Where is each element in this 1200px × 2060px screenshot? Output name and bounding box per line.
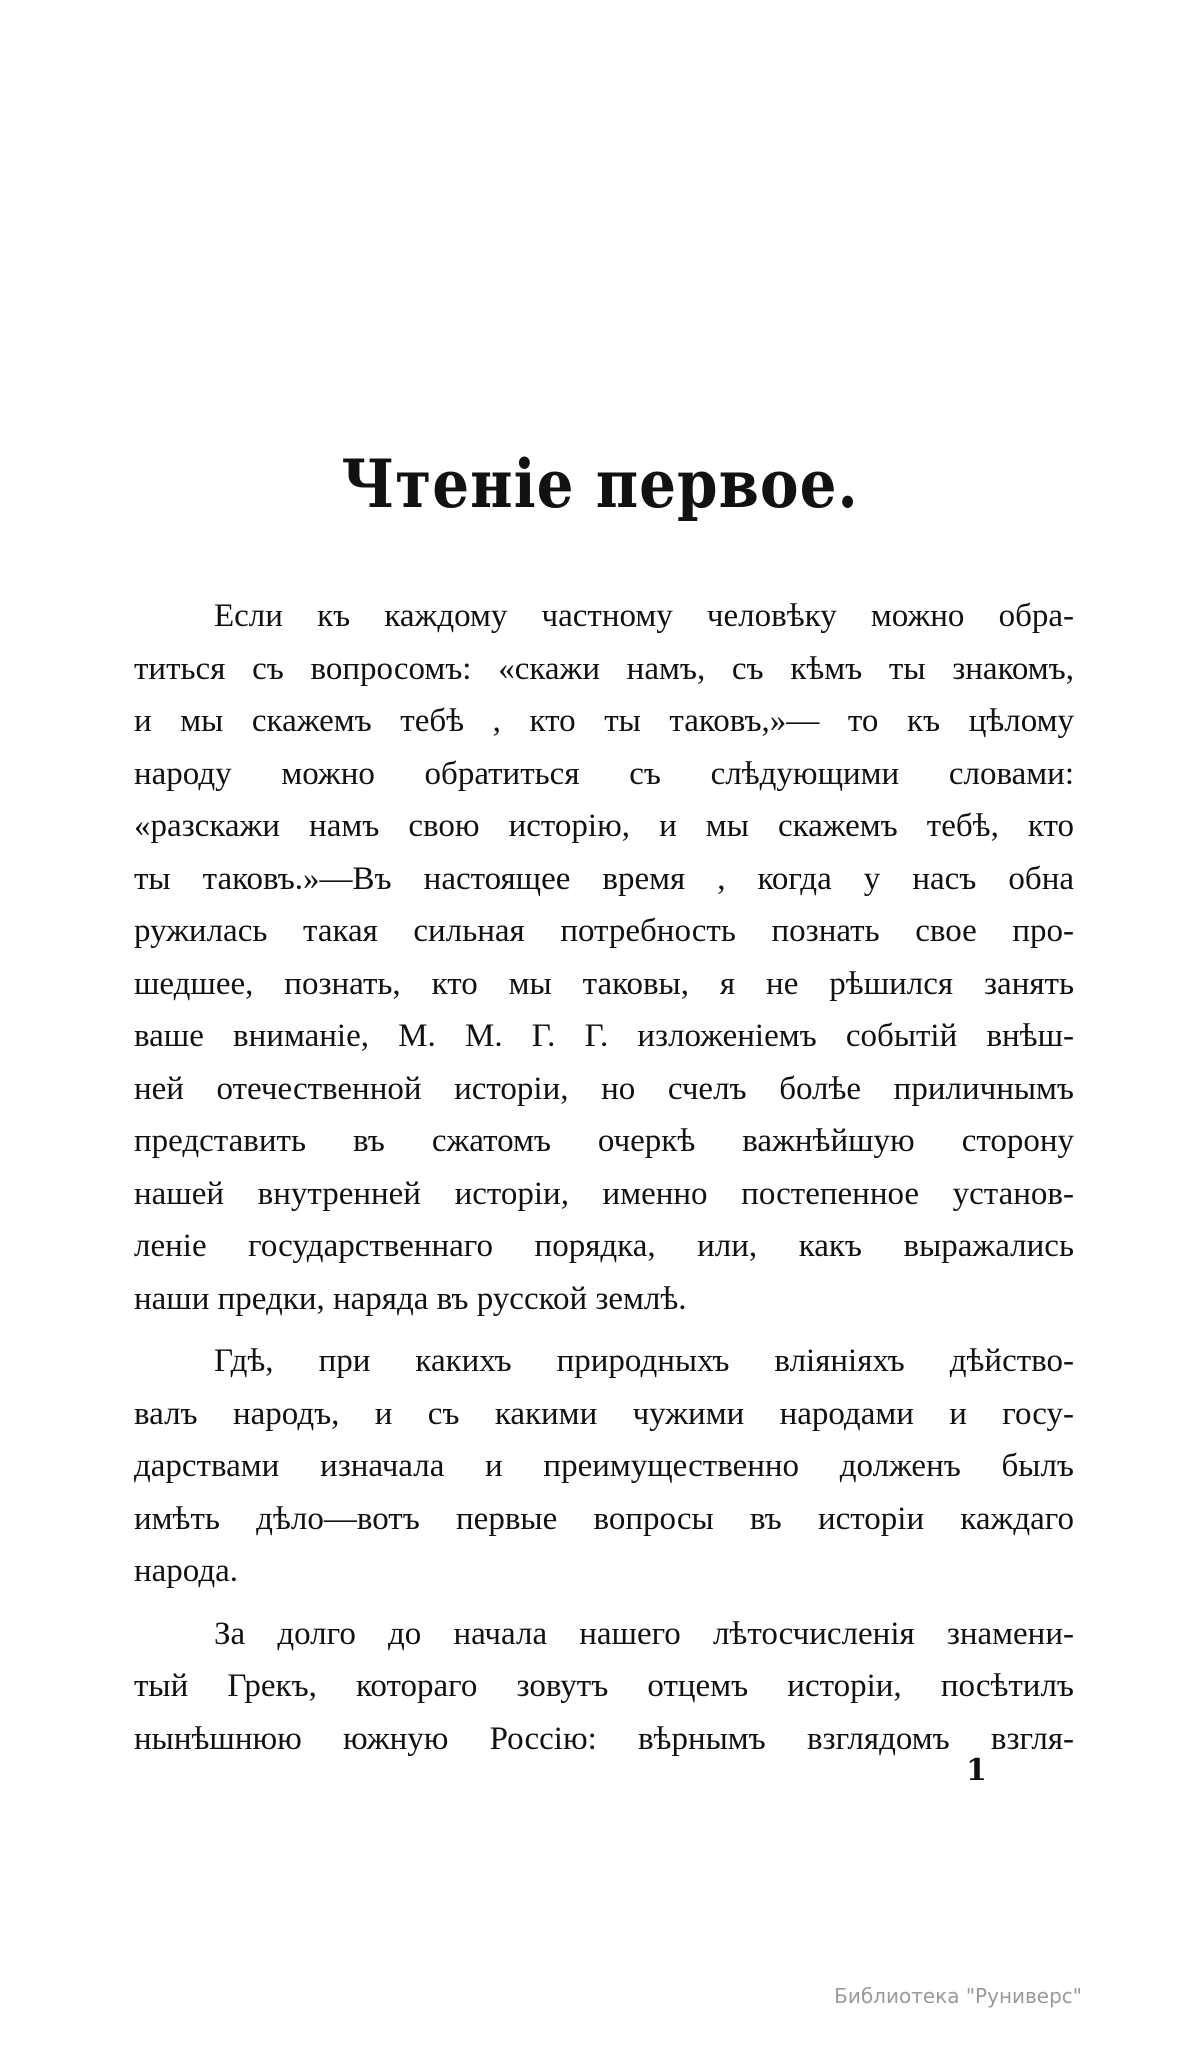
paragraph <box>134 1608 1074 1766</box>
text-line: ружилась такая сильная потребность познать свое про- <box>134 913 1074 949</box>
paragraph-gap <box>134 1598 1074 1608</box>
text-line: титься съ вопросомъ: «скажи намъ, съ кѣмъ ты знакомъ, <box>134 650 1074 687</box>
text-line: представить въ сжатомъ очеркѣ важнѣйшую сторону <box>134 1123 1074 1159</box>
paragraph <box>134 1335 1074 1598</box>
text-line: дарствами изначала и преимущественно долженъ былъ <box>134 1448 1074 1484</box>
text-line: Если къ каждому частному человѣку можно обра- <box>214 598 1074 634</box>
text-line: народу можно обратиться съ слѣдующими словами: <box>134 755 1074 792</box>
paragraph-gap <box>134 1325 1074 1335</box>
paragraph <box>134 590 1074 1325</box>
text-line: шедшее, познать, кто мы таковы, я не рѣшился занять <box>134 965 1074 1002</box>
text-line: тый Грекъ, котораго зовутъ отцемъ исторіи, посѣтилъ <box>134 1668 1074 1704</box>
text-line: ваше вниманіе, М. М. Г. Г. изложеніемъ событій внѣш- <box>134 1018 1074 1054</box>
text-line: нынѣшнюю южную Россію: вѣрнымъ взглядомъ взгля- <box>134 1720 1074 1757</box>
text-line: За долго до начала нашего лѣтосчисленія знамени- <box>214 1615 1074 1652</box>
library-watermark: Библиотека "Руниверс" <box>834 1984 1082 2008</box>
text-line: нашей внутренней исторіи, именно постепенное установ- <box>134 1175 1074 1212</box>
text-line: Гдѣ, при какихъ природныхъ вліяніяхъ дѣйство- <box>214 1343 1074 1379</box>
text-line: имѣть дѣло—вотъ первые вопросы въ исторіи каждаго <box>134 1500 1074 1537</box>
text-line: ты таковъ.»—Въ настоящее время , когда у насъ обна <box>134 860 1074 897</box>
text-line: «разскажи намъ свою исторію, и мы скажемъ тебѣ, кто <box>134 808 1074 844</box>
text-line: народа. <box>134 1553 239 1589</box>
text-line: валъ народъ, и съ какими чужими народами и госу- <box>134 1395 1074 1432</box>
text-line: и мы скажемъ тебѣ , кто ты таковъ,»— то къ цѣлому <box>134 703 1074 739</box>
text-line: леніе государственнаго порядка, или, какъ выражались <box>134 1228 1074 1264</box>
page-number: 1 <box>966 1753 987 1788</box>
text-line: наши предки, наряда въ русской землѣ. <box>134 1280 687 1317</box>
chapter-title: Чтеніе первое. <box>341 444 859 524</box>
body-text <box>134 590 1074 1765</box>
text-line: ней отечественной исторіи, но счелъ болѣе приличнымъ <box>134 1070 1074 1107</box>
